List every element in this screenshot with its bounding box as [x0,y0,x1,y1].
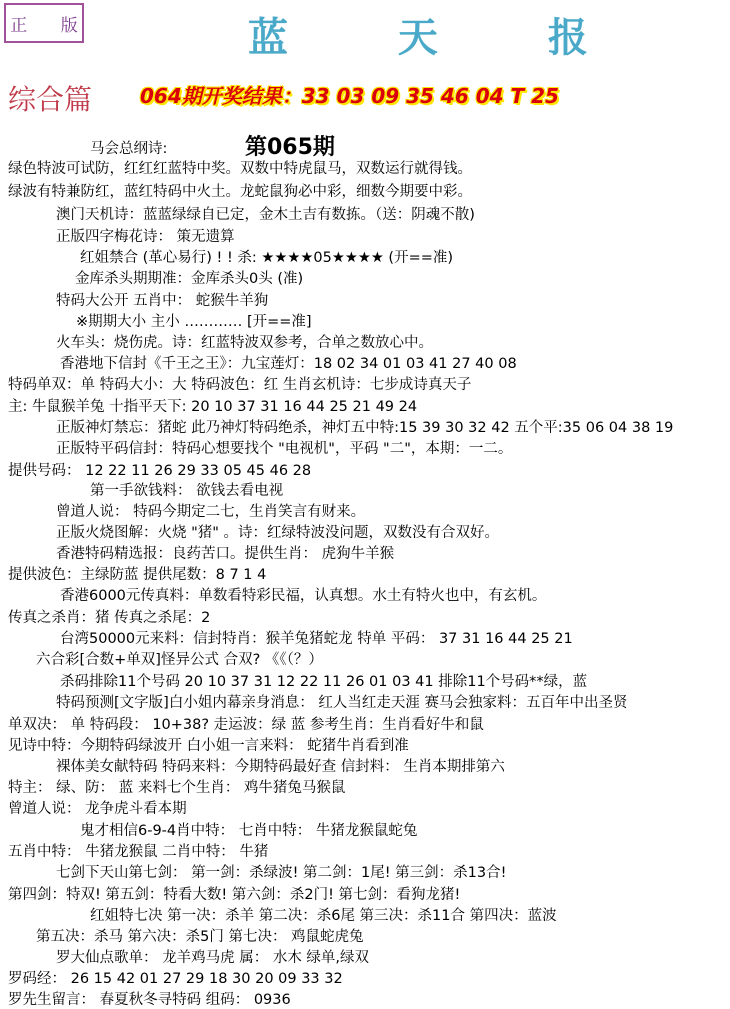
content-line: 六合彩[合数+单双]怪异公式 合双? 《《（？） [36,652,323,668]
content-line: 金库杀头期期准：金库杀头0头 (准) [75,271,304,287]
content-line: 正版特平码信封：特码心想要找个 "电视机"，平码 "二"，本期：一二。 [56,441,513,457]
content-line: 特码大公开 五肖中： 蛇猴牛羊狗 [56,293,269,309]
content-line: 香港特码精选报：良药苦口。提供生肖： 虎狗牛羊猴 [56,546,395,562]
content-line: 绿波有特兼防红，蓝红特码中火土。龙蛇鼠狗必中彩，细数今期要中彩。 [8,184,472,200]
content-line: 澳门天机诗：蓝蓝绿绿自已定，金木土吉有数拣。（送：阴魂不散) [56,207,475,223]
content-line: 七剑下天山第七剑： 第一剑：杀绿波! 第二剑：1尾! 第三剑：杀13合! [56,865,507,881]
content-line: 特码单双：单 特码大小：大 特码波色：红 生肖玄机诗：七步成诗真天子 [8,377,472,393]
content-line: 传真之杀肖：猪 传真之杀尾：2 [8,610,211,626]
content-line: 提供波色：主绿防蓝 提供尾数：8 7 1 4 [8,567,267,583]
content-line: 罗大仙点歌单： 龙羊鸡马虎 属： 水木 绿单,绿双 [56,950,370,966]
content-line: 正版火烧图解：火烧 "猪" 。诗：红绿特波没问题，双数没有合双好。 [56,525,500,541]
content-line: 鬼才相信6-9-4肖中特： 七肖中特： 牛猪龙猴鼠蛇兔 [80,823,418,839]
content-line: 特主： 绿、防： 蓝 来料七个生肖： 鸡牛猪兔马猴鼠 [8,780,346,796]
section-title: 综合篇 [8,83,93,116]
content-line: 主: 牛鼠猴羊兔 十指平天下: 20 10 37 31 16 44 25 21 49 24 [8,399,418,415]
content-line: 罗码经： 26 15 42 01 27 29 18 30 20 09 33 32 [8,971,343,987]
newspaper-title: 蓝 天 报 [248,14,636,61]
content-line: 马会总纲诗: [90,141,168,157]
content-line: 香港6000元传真料：单数看特彩民福，认真想。水土有特火也中，有玄机。 [60,588,547,604]
content-line: 香港地下信封《千王之王》：九宝莲灯：18 02 34 01 03 41 27 40 08 [60,356,517,372]
badge-label: 正 版 [10,15,92,36]
content-line: 曾道人说： 特码今期定二七，生肖笑言有财来。 [56,504,366,520]
draw-result: 064期开奖结果：33 03 09 35 46 04 T 25 [140,84,559,108]
content-line: 第五决：杀马 第六决：杀5门 第七决： 鸡鼠蛇虎兔 [36,929,364,945]
content-line: 正版四字梅花诗： 策无遗算 [56,229,235,245]
period-number: 第065期 [245,135,335,160]
content-line: 红姐禁合 (革心易行) ! ! 杀: ★★★★05★★★★ (开==准) [80,250,454,266]
content-line: 第一手欲钱料： 欲钱去看电视 [90,483,284,499]
content-line: 提供号码： 12 22 11 26 29 33 05 45 46 28 [8,463,312,479]
content-line: 特码预测[文字版]白小姐内幕亲身消息： 红人当红走天涯 赛马会独家料：五百年中出圣贤 [56,695,628,711]
content-line: 绿色特波可试防，红红红蓝特中奖。双数中特虎鼠马，双数运行就得钱。 [8,161,472,177]
content-line: 见诗中特：今期特码绿波开 白小姐一言来料： 蛇猪牛肖看到准 [8,738,409,754]
content-line: 第四剑：特双! 第五剑：特看大数! 第六剑：杀2门! 第七剑：看狗龙猪! [8,887,461,903]
official-edition-badge [4,3,92,43]
content-line: 五肖中特： 牛猪龙猴鼠 二肖中特： 牛猪 [8,844,269,860]
content-line: 单双决： 单 特码段： 10+38? 走运波：绿 蓝 参考生肖：生肖看好牛和鼠 [8,717,484,733]
content-line: 杀码排除11个号码 20 10 37 31 12 22 11 26 01 03 41 排除11个号码**绿，蓝 [60,674,588,690]
content-line: 罗先生留言： 春夏秋冬寻特码 组码： 0936 [8,992,291,1008]
content-line: 火车头：烧伤虎。诗：红蓝特波双参考，合单之数放心中。 [56,335,433,351]
content-line: 曾道人说： 龙争虎斗看本期 [8,801,187,817]
content-line: 红姐特七决 第一决：杀羊 第二决：杀6尾 第三决：杀11合 第四决：蓝波 [90,908,557,924]
content-line: 裸体美女献特码 特码来料：今期特码最好查 信封料： 生肖本期排第六 [56,759,505,775]
content-line: 台湾50000元来料：信封特肖：猴羊兔猪蛇龙 特单 平码： 37 31 16 44 25 21 [60,631,573,647]
content-line: 正版神灯禁忘：猪蛇 此乃神灯特码绝杀，神灯五中特:15 39 30 32 42 五个平:35 06 04 38 19 [56,420,674,436]
content-line: ※期期大小 主小 ………… [开==准] [76,314,312,330]
